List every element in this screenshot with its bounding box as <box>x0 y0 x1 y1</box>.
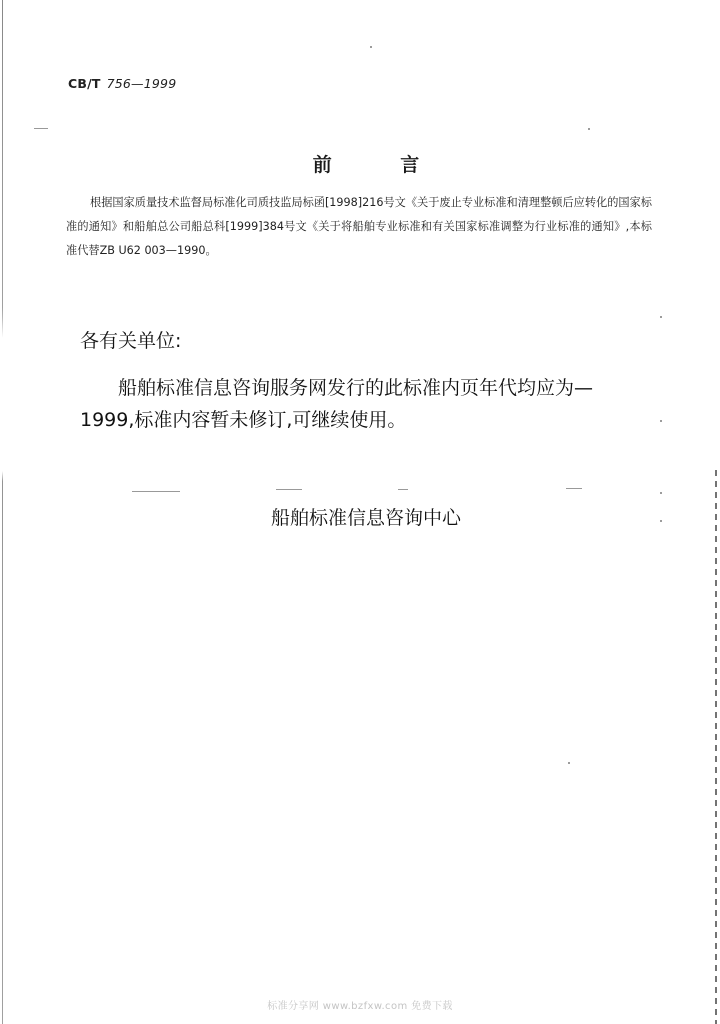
scan-mark <box>370 46 372 48</box>
scan-mark <box>34 128 48 129</box>
scan-mark <box>566 488 582 489</box>
standard-prefix: CB/T <box>68 76 101 91</box>
notice-body: 船舶标准信息咨询服务网发行的此标准内页年代均应为—1999,标准内容暂未修订,可继续使用。 <box>80 377 594 431</box>
notice-salutation: 各有关单位: <box>80 330 182 352</box>
scan-mark <box>132 491 180 492</box>
scan-mark <box>568 762 570 764</box>
scan-edge-right <box>715 470 717 1024</box>
scan-mark <box>398 489 408 490</box>
scan-mark <box>660 316 662 318</box>
standard-number: 756—1999 <box>106 76 177 91</box>
scan-mark <box>588 128 590 130</box>
foreword-title: 前 言 <box>312 154 420 176</box>
standard-code <box>68 76 176 91</box>
watermark-text: 标准分享网 www.bzfxw.com 免费下载 <box>267 1001 453 1012</box>
scan-mark <box>276 489 302 490</box>
scan-mark <box>660 492 662 494</box>
notice-signature: 船舶标准信息咨询中心 <box>270 507 461 529</box>
foreword-body: 根据国家质量技术监督局标准化司质技监局标函[1998]216号文《关于废止专业标准和清理整顿后应转化的国家标准的通知》和船舶总公司船总科[1999]384号文《关于将船舶专业标准和有关国家标准调整为行业标准的通知》,本标准代替ZB U62 003—1990。 <box>66 196 652 257</box>
scan-mark <box>660 420 662 422</box>
